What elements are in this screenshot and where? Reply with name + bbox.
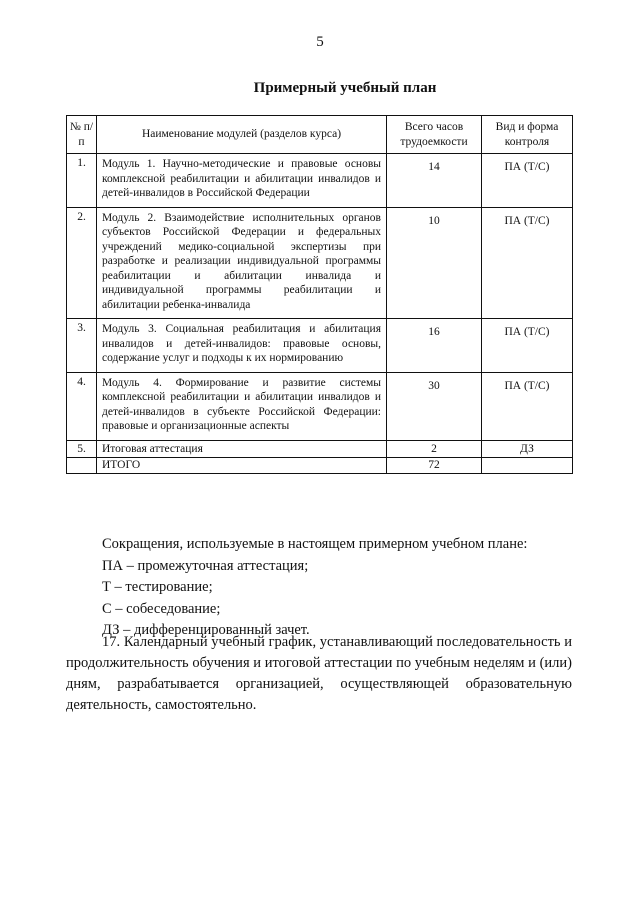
row-module-name: Модуль 3. Социальная реабилитация и абилитация инвалидов и детей-инвалидов: правовые основы, содержание услуг и подходы к их нормированию bbox=[97, 319, 387, 373]
row-num: 2. bbox=[67, 207, 97, 319]
abbreviation-item: ДЗ – дифференцированный зачет. bbox=[102, 622, 310, 638]
final-row-control: ДЗ bbox=[482, 440, 573, 458]
header-num: № п/п bbox=[67, 116, 97, 154]
row-module-name: Модуль 4. Формирование и развитие системы комплексной реабилитации и абилитации инвалидов и детей-инвалидов в субъекте Российской Федерации: правовые и организационные аспекты bbox=[97, 372, 387, 440]
abbreviations-intro: Сокращения, используемые в настоящем примерном учебном плане: bbox=[102, 536, 528, 552]
final-attestation-row bbox=[67, 440, 573, 458]
row-hours: 30 bbox=[387, 372, 482, 440]
document-title: Примерный учебный план bbox=[253, 80, 437, 96]
paragraph-17: 17. Календарный учебный график, устанавливающий последовательность и продолжительность обучения и итоговой аттестации по учебным неделям и (или) дням, разрабатывается организацией, осуществляющей образовательную деятельность, самостоятельно. bbox=[66, 634, 572, 713]
row-control: ПА (Т/С) bbox=[482, 154, 573, 208]
total-row-hours: 72 bbox=[387, 458, 482, 474]
table-row bbox=[67, 207, 573, 319]
table-row bbox=[67, 319, 573, 373]
final-row-hours: 2 bbox=[387, 440, 482, 458]
row-control: ПА (Т/С) bbox=[482, 207, 573, 319]
abbreviation-item: ПА – промежуточная аттестация; bbox=[102, 557, 309, 574]
total-row-empty-control bbox=[482, 458, 573, 474]
curriculum-table bbox=[66, 115, 573, 474]
row-num: 3. bbox=[67, 319, 97, 373]
abbreviations-block bbox=[102, 534, 527, 642]
total-row-label: ИТОГО bbox=[97, 458, 387, 474]
row-hours: 16 bbox=[387, 319, 482, 373]
header-module-name: Наименование модулей (разделов курса) bbox=[97, 116, 387, 154]
row-module-name: Модуль 1. Научно-методические и правовые основы комплексной реабилитации и абилитации инвалидов и детей-инвалидов в Российской Федерации bbox=[97, 154, 387, 208]
table-row bbox=[67, 372, 573, 440]
abbreviation-item: С – собеседование; bbox=[102, 600, 221, 617]
total-row-empty-cell bbox=[67, 458, 97, 474]
row-num: 1. bbox=[67, 154, 97, 208]
header-control-form: Вид и форма контроля bbox=[482, 116, 573, 154]
table-row bbox=[67, 154, 573, 208]
final-row-name: Итоговая аттестация bbox=[97, 440, 387, 458]
row-control: ПА (Т/С) bbox=[482, 319, 573, 373]
total-row bbox=[67, 458, 573, 474]
final-row-num: 5. bbox=[67, 440, 97, 458]
row-module-name: Модуль 2. Взаимодействие исполнительных органов субъектов Российской Федерации и федеральных учреждений медико-социальной экспертизы при разработке и реализации индивидуальной программы реабилитации и абилитации инвалида и индивидуальной программы реабилитации и абилитации ребенка-инвалида bbox=[97, 207, 387, 319]
table-header-row bbox=[67, 116, 573, 154]
row-hours: 10 bbox=[387, 207, 482, 319]
row-num: 4. bbox=[67, 372, 97, 440]
page-number: 5 bbox=[316, 34, 324, 50]
header-total-hours: Всего часов трудоемкости bbox=[387, 116, 482, 154]
abbreviation-item: Т – тестирование; bbox=[102, 579, 213, 595]
row-control: ПА (Т/С) bbox=[482, 372, 573, 440]
row-hours: 14 bbox=[387, 154, 482, 208]
